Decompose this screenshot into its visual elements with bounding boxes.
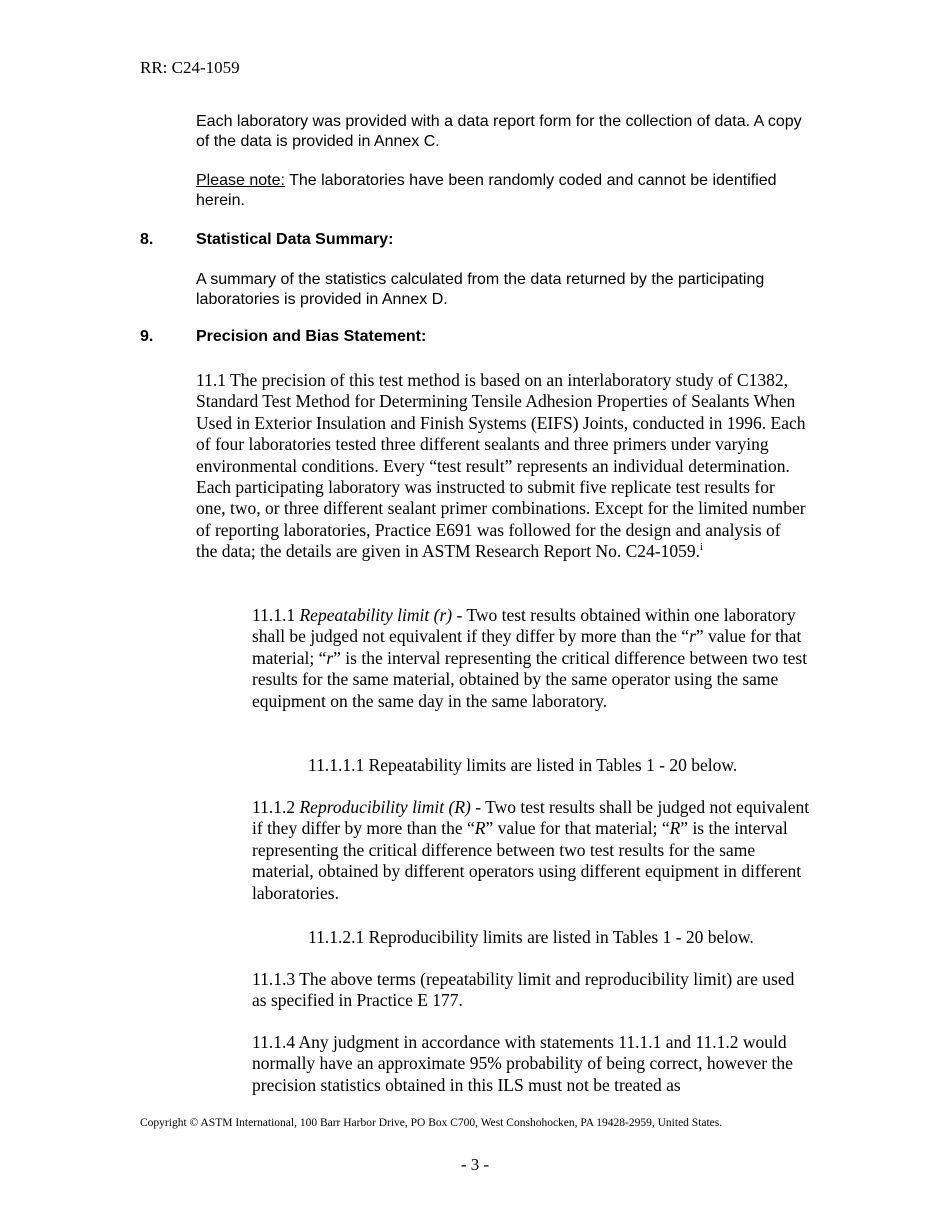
symbol-r: r <box>689 626 696 647</box>
clause-text: ” value for that material; “ <box>252 626 802 668</box>
repeatability-limits-paragraph: 11.1.1.1 Repeatability limits are listed in Tables 1 - 20 below. <box>308 755 738 775</box>
statistics-summary-paragraph: A summary of the statistics calculated from the data returned by the participating laboratories is provided in Annex D. <box>196 271 765 308</box>
footnote-marker: i <box>699 542 703 554</box>
terms-usage-paragraph: 11.1.3 The above terms (repeatability limit and reproducibility limit) are used as specified in Practice E 177. <box>252 969 795 1011</box>
page-number: - 3 - <box>460 1155 490 1174</box>
clause-number: 11.1.1 <box>252 605 300 625</box>
repeatability-paragraph-11-1-1 <box>252 605 812 712</box>
clause-text: ” is the interval representing the critical difference between two test results for the same material, obtained by the same operator using the same equipment on the same day in the same laboratory. <box>252 647 808 711</box>
reproducibility-paragraph-11-1-2 <box>252 797 812 904</box>
clause-number: 11.1.2 <box>252 797 300 817</box>
judgment-paragraph: 11.1.4 Any judgment in accordance with statements 11.1.1 and 11.1.2 would normally have an approximate 95% probability of being correct, however the precision statistics obtained in this ILS must not be treated as <box>252 1032 793 1095</box>
section-8-number: 8. <box>140 231 154 248</box>
data-report-form-paragraph: Each laboratory was provided with a data report form for the collection of data. A copy of the data is provided in Annex C. <box>196 113 802 150</box>
reproducibility-limits-paragraph: 11.1.2.1 Reproducibility limits are listed in Tables 1 - 20 below. <box>308 927 754 947</box>
symbol-R: R <box>669 818 681 839</box>
term-repeatability: Repeatability limit (r) <box>299 605 453 625</box>
section-9-number: 9. <box>140 328 154 345</box>
clause-text: ” is the interval representing the critical difference between two test results for the same material, obtained by different operators using different equipment in different laboratories. <box>252 818 802 903</box>
term-reproducibility: Reproducibility limit (R) <box>299 797 471 817</box>
please-note-label: Please note: <box>196 172 285 189</box>
clause-text: - Two test results shall be judged not equivalent if they differ by more than the “ <box>252 797 810 839</box>
clause-text: ” value for that material; “ <box>485 818 670 839</box>
section-8-heading: Statistical Data Summary: <box>196 231 394 248</box>
copyright-footer: Copyright © ASTM International, 100 Barr Harbor Drive, PO Box C700, West Conshohocken, PA 19428-2959, United States. <box>140 1117 723 1129</box>
clause-text: - Two test results obtained within one laboratory shall be judged not equivalent if they differ by more than the “ <box>252 605 796 647</box>
please-note-paragraph <box>196 171 796 210</box>
report-id-header: RR: C24-1059 <box>140 58 240 77</box>
please-note-text: The laboratories have been randomly coded and cannot be identified herein. <box>196 172 777 209</box>
symbol-r: r <box>326 647 334 668</box>
precision-text: 11.1 The precision of this test method is based on an interlaboratory study of C1382, Standard Test Method for Determining Tensile Adhesion Properties of Sealants When Used in Exterior Insulation and Finish Systems (EIFS) Joints, conducted in 1996. Each of four laboratories tested three different sealants and three primers under varying environmental conditions. Every “test result” represents an individual determination. Each participating laboratory was instructed to submit five replicate test results for one, two, or three different sealant primer combinations. Except for the limited number of reporting laboratories, Practice E691 was followed for the design and analysis of the data; the details are given in ASTM Research Report No. C24-1059. <box>196 370 806 562</box>
section-9-heading: Precision and Bias Statement: <box>196 328 427 345</box>
symbol-R: R <box>474 818 486 839</box>
precision-paragraph-11-1 <box>196 370 806 563</box>
